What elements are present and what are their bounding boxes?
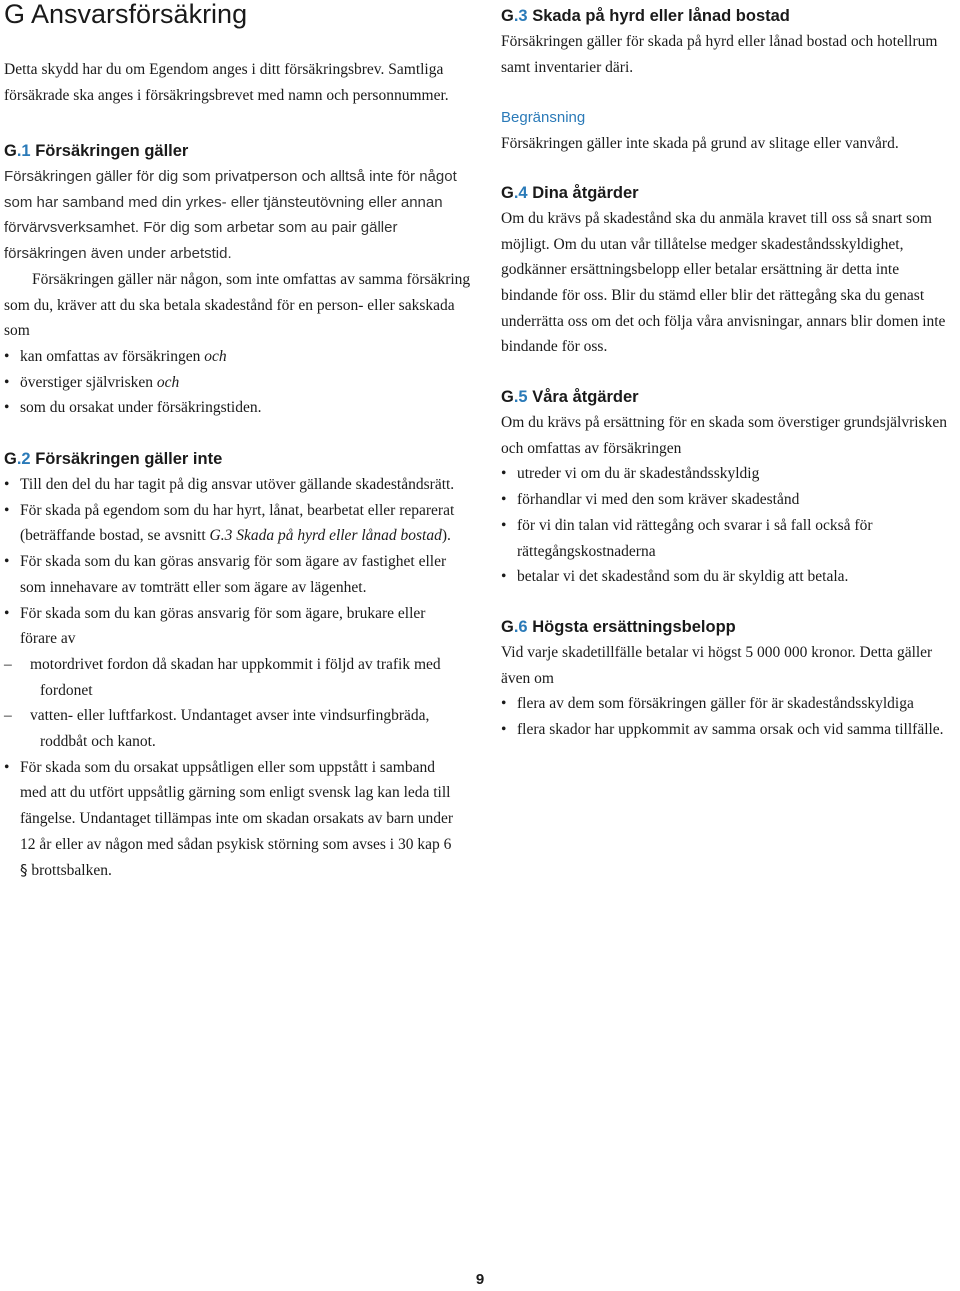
section-g1 [4, 139, 474, 421]
g2-bullet-list [4, 472, 474, 883]
list-item: • För skada på egendom som du har hyrt, lånat, bearbetat eller reparerat (beträffande bostad, se avsnitt G.3 Skada på hyrd eller lånad bostad). [4, 498, 460, 549]
section-g2 [4, 447, 474, 883]
section-letter: G [501, 388, 514, 407]
section-number: .1 [16, 142, 31, 160]
section-letter: G [501, 7, 514, 25]
right-column [501, 0, 956, 743]
list-item: • flera av dem som försäkringen gäller för är skadeståndsskyldiga [501, 691, 956, 717]
page-title: G Ansvarsförsäkring [4, 0, 248, 29]
g2-dash-list [4, 652, 460, 755]
g3-paragraph-1: Försäkringen gäller för skada på hyrd eller lånad bostad och hotellrum samt inventarier däri. [501, 33, 938, 76]
section-g6-heading [501, 615, 956, 640]
list-item: • betalar vi det skadestånd som du är skyldig att betala. [501, 564, 956, 590]
section-g4 [501, 181, 956, 360]
list-item: • För skada som du kan göras ansvarig för som ägare av fastighet eller som innehavare av tomträtt eller som ägare av lägenhet. [4, 549, 460, 600]
section-letter: G [4, 142, 17, 160]
list-item: • som du orsakat under försäkringstiden. [4, 395, 474, 421]
section-number: .5 [513, 388, 528, 407]
list-item: • kan omfattas av försäkringen och [4, 344, 474, 370]
intro-text: Detta skydd har du om Egendom anges i ditt försäkringsbrev. Samtliga försäkrade ska anges i försäkringsbrevet med namn och personnummer. [4, 61, 449, 104]
list-item: – vatten- eller luftfarkost. Undantaget avser inte vindsurfingbräda, roddbåt och kanot. [4, 707, 430, 751]
g3-paragraph-2: Försäkringen gäller inte skada på grund av slitage eller vanvård. [501, 135, 899, 153]
g5-paragraph-1: Om du krävs på ersättning för en skada som överstiger grundsjälvrisken och omfattas av försäkringen [501, 414, 947, 457]
g5-bullet-list [501, 461, 956, 590]
section-number: .2 [16, 450, 31, 469]
section-title: Våra åtgärder [532, 388, 639, 407]
section-letter: G [501, 183, 514, 202]
page-number: 9 [475, 1271, 485, 1288]
section-letter: G [501, 617, 514, 636]
section-title: Försäkringen gäller [35, 142, 189, 160]
section-title: Högsta ersättningsbelopp [532, 617, 736, 636]
g4-paragraph-1: Om du krävs på skadestånd ska du anmäla kravet till oss så snart som möjligt. Om du utan vår tillåtelse medger skadeståndsskyldighet, godkänner ersättningsbelopp eller betalar ersättning är detta inte bindande för oss. Blir du stämd eller blir det rättegång ska du genast underrätta oss om det och följa våra anvisningar, annars blir domen inte bindande för oss. [501, 209, 946, 356]
section-g6 [501, 615, 956, 743]
g1-bullet-list [4, 344, 474, 421]
section-number: .4 [513, 183, 528, 202]
g6-bullet-list [501, 691, 956, 742]
list-item: • För skada som du orsakat uppsåtligen eller som uppstått i samband med att du utfört uppsåtlig gärning som enligt svensk lag kan leda till fängelse. Undantaget tillämpas inte om skadan orsakats av barn under 12 år eller av någon med sådan psykisk störning som avses i 30 kap 6 § brottsbalken. [4, 755, 460, 884]
g1-paragraph-1: Försäkringen gäller för dig som privatperson och alltså inte för något som har samband med din yrkes- eller tjänsteutövning eller annan förvärvsverksamhet. För dig som arbetar som au pair gäller försäkringen även under arbetstid. [4, 168, 457, 263]
section-number: .3 [513, 7, 528, 25]
list-item: – motordrivet fordon då skadan har uppkommit i följd av trafik med fordonet [4, 655, 441, 699]
section-g1-heading [4, 139, 474, 164]
section-g5-heading [501, 385, 956, 410]
list-item: • för vi din talan vid rättegång och svarar i så fall också för rättegångskostnaderna [501, 513, 956, 564]
list-item: • överstiger självrisken och [4, 370, 474, 396]
section-g3-heading [501, 4, 956, 29]
section-g4-heading [501, 181, 956, 206]
section-title: Skada på hyrd eller lånad bostad [532, 7, 790, 25]
list-item: • För skada som du kan göras ansvarig för som ägare, brukare eller förare av – motordrivet fordon då skadan har uppkommit i följd av trafik med fordonet – vatten- eller luftfarkost. Undantaget avser inte vindsurfingbräda, roddbåt och kanot. [4, 601, 460, 755]
section-title: Dina åtgärder [532, 183, 639, 202]
g6-paragraph-1: Vid varje skadetillfälle betalar vi högst 5 000 000 kronor. Detta gäller även om [501, 643, 933, 687]
section-g5 [501, 385, 956, 590]
list-item: • flera skador har uppkommit av samma orsak och vid samma tillfälle. [501, 717, 956, 743]
g1-paragraph-2: Försäkringen gäller när någon, som inte omfattas av samma försäkring som du, kräver att du ska betala skadestånd för en person- eller sakskada som [4, 270, 471, 340]
list-item: • Till den del du har tagit på dig ansvar utöver gällande skadeståndsrätt. [4, 472, 460, 498]
limitation-label: Begränsning [501, 109, 586, 127]
left-column [4, 0, 474, 883]
section-number: .6 [513, 617, 528, 636]
list-item: • förhandlar vi med den som kräver skadestånd [501, 487, 956, 513]
section-g2-heading [4, 447, 474, 472]
section-letter: G [4, 450, 17, 469]
section-title: Försäkringen gäller inte [35, 450, 223, 469]
list-item: • utreder vi om du är skadeståndsskyldig [501, 461, 956, 487]
section-g3 [501, 4, 956, 157]
